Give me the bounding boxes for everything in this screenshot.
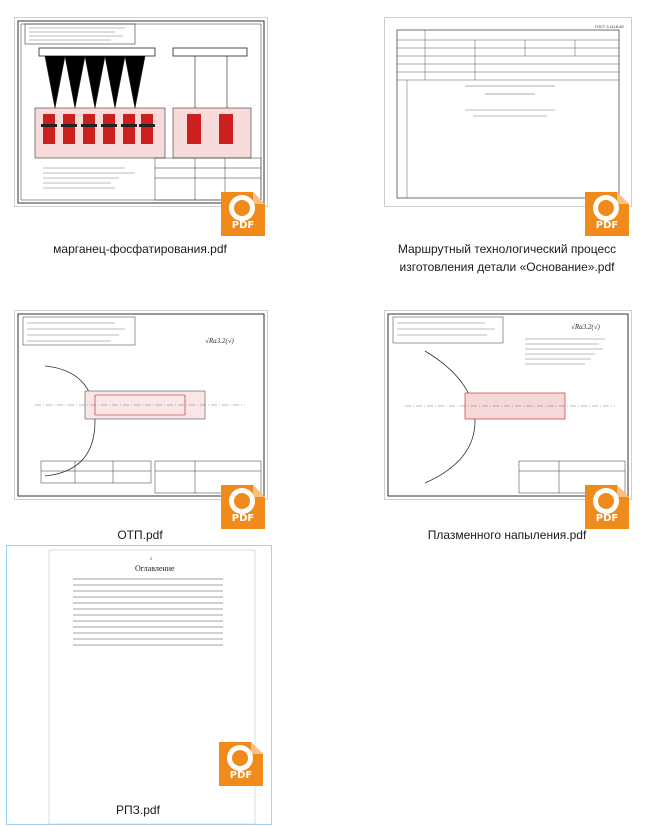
pdf-label: PDF: [595, 220, 619, 231]
form-preview: [385, 18, 631, 206]
file-tile-selected[interactable]: [0, 545, 300, 826]
drawing-preview: [15, 18, 267, 206]
contents-heading: Оглавление: [135, 564, 175, 573]
pdf-icon: [221, 192, 265, 236]
file-tile[interactable]: [330, 300, 666, 540]
pdf-label: PDF: [231, 513, 255, 524]
file-name[interactable]: марганец-фосфатирования.pdf: [53, 242, 227, 256]
pdf-icon: [221, 485, 265, 529]
file-tile[interactable]: [0, 0, 300, 270]
pdf-label: PDF: [229, 770, 253, 781]
svg-text:ГОСТ 3.1118-82: ГОСТ 3.1118-82: [595, 24, 624, 29]
pdf-label: PDF: [595, 513, 619, 524]
file-name[interactable]: ОТП.pdf: [117, 528, 163, 542]
drawing-preview: [385, 311, 631, 499]
file-thumbnail[interactable]: [384, 310, 632, 524]
svg-text:√Ra3.2(√): √Ra3.2(√): [571, 323, 600, 331]
pdf-label: PDF: [231, 220, 255, 231]
file-name[interactable]: РПЗ.pdf: [116, 803, 160, 817]
file-tile[interactable]: [0, 300, 300, 540]
svg-text:2: 2: [150, 556, 152, 561]
file-name[interactable]: Плазменного напыления.pdf: [427, 528, 587, 542]
svg-text:√Ra3.2(√): √Ra3.2(√): [205, 337, 234, 345]
pdf-icon: [585, 192, 629, 236]
drawing-preview: [15, 311, 267, 499]
file-thumbnail[interactable]: [14, 310, 268, 524]
pdf-icon: [585, 485, 629, 529]
file-thumbnail[interactable]: [14, 17, 268, 231]
file-name[interactable]: Маршрутный технологический процесс изготовления детали «Основание».pdf: [397, 242, 617, 274]
file-thumbnail[interactable]: [6, 545, 272, 825]
file-tile[interactable]: [330, 0, 666, 274]
file-thumbnail[interactable]: [384, 17, 632, 231]
pdf-icon: [219, 742, 263, 786]
